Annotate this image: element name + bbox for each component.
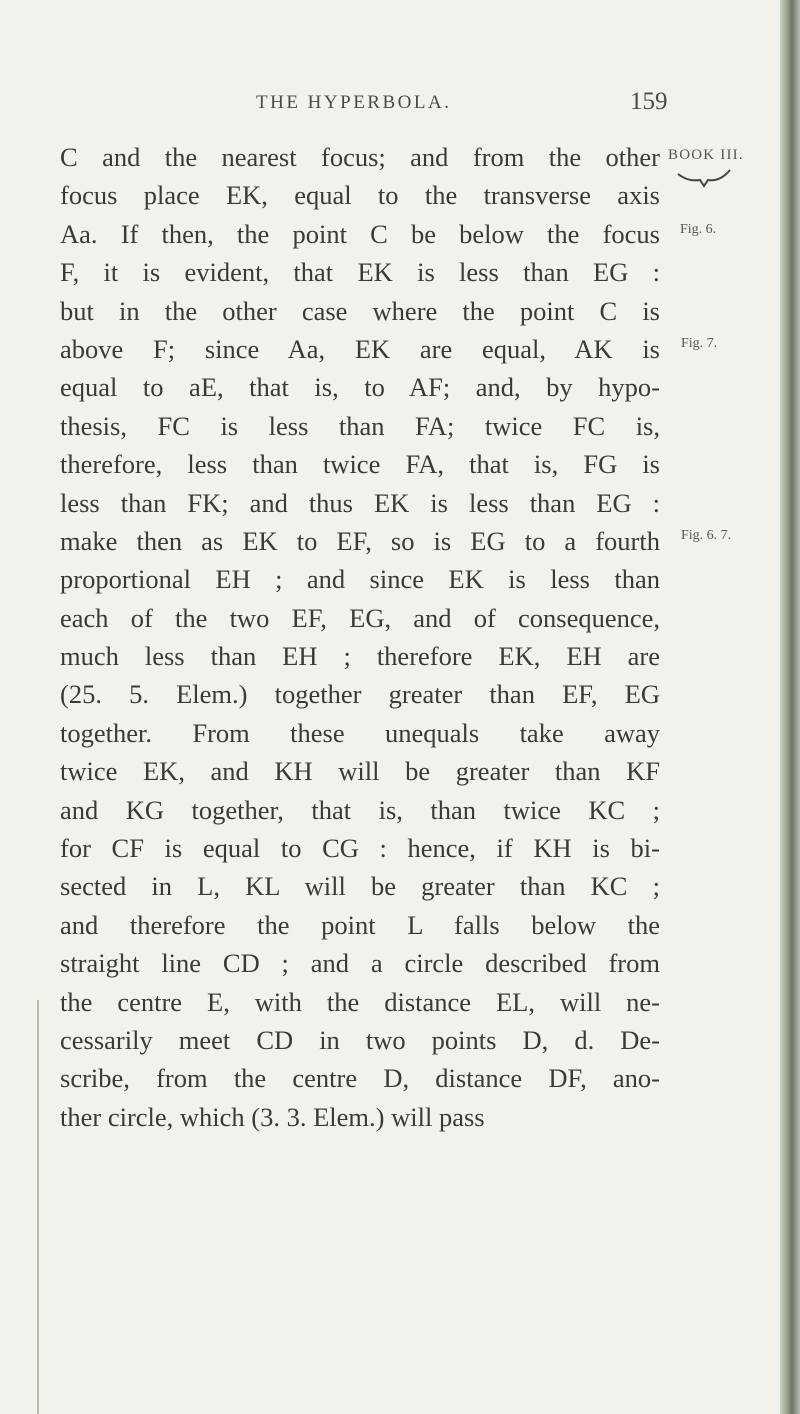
page-number: 159 bbox=[630, 88, 668, 115]
text-line: scribe, from the centre D, distance DF, ano- bbox=[60, 1063, 660, 1094]
text-line: but in the other case where the point C is bbox=[60, 295, 660, 326]
text-line: less than FK; and thus EK is less than EG : bbox=[60, 487, 660, 518]
text-line: for CF is equal to CG : hence, if KH is bi- bbox=[60, 833, 660, 864]
text-line: focus place EK, equal to the transverse axis bbox=[60, 180, 660, 211]
text-line: make then as EK to EF, so is EG to a fourth bbox=[60, 525, 660, 556]
text-line: each of the two EF, EG, and of consequence, bbox=[60, 602, 660, 633]
figure-reference-note: Fig. 6. 7. bbox=[681, 528, 732, 543]
body-text bbox=[60, 138, 660, 1136]
text-line: thesis, FC is less than FA; twice FC is, bbox=[60, 410, 660, 441]
text-line: above F; since Aa, EK are equal, AK is bbox=[60, 333, 660, 364]
page-edge-strip bbox=[780, 0, 800, 1414]
book-marginal-note: BOOK III. bbox=[668, 147, 744, 163]
figure-reference-note: Fig. 7. bbox=[681, 336, 718, 351]
text-line: C and the nearest focus; and from the other bbox=[60, 142, 660, 172]
text-line: the centre E, with the distance EL, will ne- bbox=[60, 986, 660, 1017]
text-line: Aa. If then, the point C be below the focus bbox=[60, 218, 660, 249]
text-line: equal to aE, that is, to AF; and, by hypo- bbox=[60, 372, 660, 403]
text-line: ther circle, which (3. 3. Elem.) will pass bbox=[60, 1101, 485, 1132]
text-line: twice EK, and KH will be greater than KF bbox=[60, 756, 660, 787]
gathering-mark-icon bbox=[676, 168, 732, 190]
text-line: therefore, less than twice FA, that is, FG is bbox=[60, 449, 660, 480]
text-line: much less than EH ; therefore EK, EH are bbox=[60, 641, 660, 672]
text-line: together. From these unequals take away bbox=[60, 717, 660, 748]
text-line: (25. 5. Elem.) together greater than EF, EG bbox=[60, 679, 660, 710]
page-header bbox=[0, 88, 800, 132]
figure-reference-note: Fig. 6. bbox=[680, 222, 717, 237]
running-title: THE HYPERBOLA. bbox=[256, 92, 452, 113]
text-line: proportional EH ; and since EK is less than bbox=[60, 564, 660, 595]
gutter-shadow bbox=[37, 1000, 39, 1414]
text-line: and therefore the point L falls below the bbox=[60, 909, 660, 940]
text-line: and KG together, that is, than twice KC ; bbox=[60, 794, 660, 825]
text-line: straight line CD ; and a circle described from bbox=[60, 948, 660, 979]
text-line: cessarily meet CD in two points D, d. De- bbox=[60, 1024, 660, 1055]
text-line: F, it is evident, that EK is less than EG : bbox=[60, 257, 660, 288]
text-line: sected in L, KL will be greater than KC ; bbox=[60, 871, 660, 902]
